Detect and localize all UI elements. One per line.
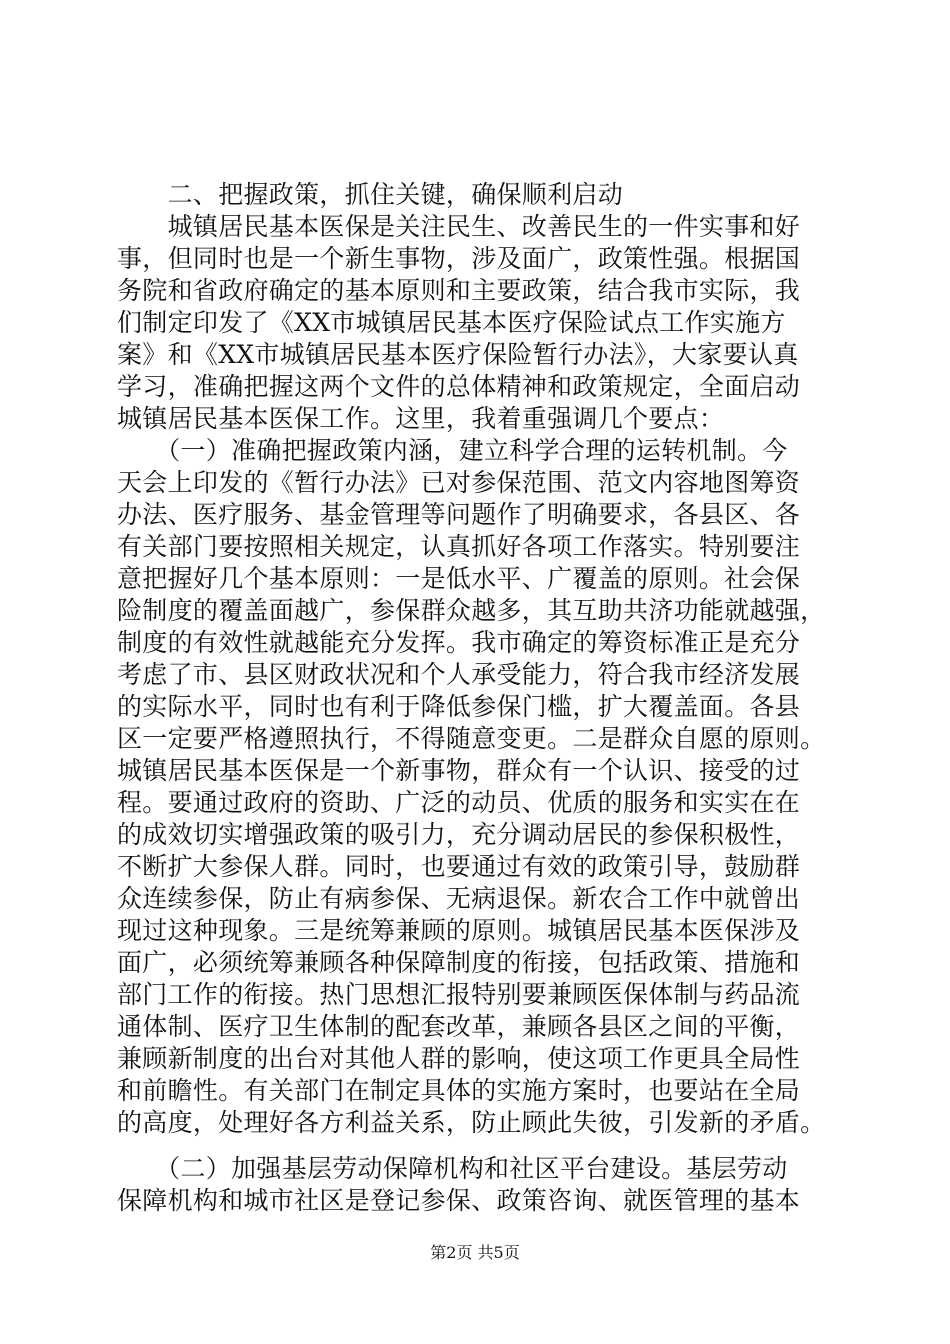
section-heading: 二、把握政策，抓住关键，确保顺利启动: [117, 180, 624, 209]
text-line: 程。要通过政府的资助、广泛的动员、优质的服务和实实在在: [117, 788, 801, 817]
text-line: 现过这种现象。三是统筹兼顾的原则。城镇居民基本医保涉及: [117, 916, 801, 945]
text-line: 学习，准确把握这两个文件的总体精神和政策规定，全面启动: [117, 372, 801, 401]
text-line: 案》和《XX市城镇居民基本医疗保险暂行办法》，大家要认真: [117, 340, 799, 369]
text-line: 的高度，处理好各方利益关系，防止顾此失彼，引发新的矛盾。: [117, 1108, 826, 1137]
text-line: 和前瞻性。有关部门在制定具体的实施方案时，也要站在全局: [117, 1076, 801, 1105]
text-line: 险制度的覆盖面越广，参保群众越多，其互助共济功能就越强，: [117, 596, 826, 625]
text-line: 考虑了市、县区财政状况和个人承受能力，符合我市经济发展: [117, 660, 801, 689]
text-line: （一）准确把握政策内涵，建立科学合理的运转机制。今: [117, 436, 788, 465]
text-line: 务院和省政府确定的基本原则和主要政策，结合我市实际，我: [117, 276, 801, 305]
text-line: 不断扩大参保人群。同时，也要通过有效的政策引导，鼓励群: [117, 852, 801, 881]
text-line: 区一定要严格遵照执行，不得随意变更。二是群众自愿的原则。: [117, 724, 826, 753]
text-line: 城镇居民基本医保是关注民生、改善民生的一件实事和好: [117, 212, 801, 241]
text-line: 有关部门要按照相关规定，认真抓好各项工作落实。特别要注: [117, 532, 801, 561]
text-line: 事，但同时也是一个新生事物，涉及面广，政策性强。根据国: [117, 244, 801, 273]
text-line: 的成效切实增强政策的吸引力，充分调动居民的参保积极性，: [117, 820, 801, 849]
page-number-footer: 第2页 共5页: [430, 1243, 520, 1262]
text-line: 们制定印发了《XX市城镇居民基本医疗保险试点工作实施方: [117, 308, 786, 337]
text-line: 众连续参保，防止有病参保、无病退保。新农合工作中就曾出: [117, 884, 801, 913]
text-line: 城镇居民基本医保工作。这里，我着重强调几个要点：: [117, 404, 725, 433]
text-line: 城镇居民基本医保是一个新事物，群众有一个认识、接受的过: [117, 756, 801, 785]
text-line: 天会上印发的《暂行办法》已对参保范围、范文内容地图筹资: [117, 468, 801, 497]
text-line: 办法、医疗服务、基金管理等问题作了明确要求，各县区、各: [117, 500, 801, 529]
text-line: 兼顾新制度的出台对其他人群的影响，使这项工作更具全局性: [117, 1044, 801, 1073]
text-line: 通体制、医疗卫生体制的配套改革，兼顾各县区之间的平衡，: [117, 1012, 801, 1041]
text-line: 面广，必须统筹兼顾各种保障制度的衔接，包括政策、措施和: [117, 948, 801, 977]
text-line: 制度的有效性就越能充分发挥。我市确定的筹资标准正是充分: [117, 628, 801, 657]
text-line: （二）加强基层劳动保障机构和社区平台建设。基层劳动: [117, 1154, 788, 1183]
text-line: 保障机构和城市社区是登记参保、政策咨询、就医管理的基本: [117, 1186, 801, 1215]
text-line: 的实际水平，同时也有利于降低参保门槛，扩大覆盖面。各县: [117, 692, 801, 721]
text-line: 意把握好几个基本原则：一是低水平、广覆盖的原则。社会保: [117, 564, 801, 593]
text-line: 部门工作的衔接。热门思想汇报特别要兼顾医保体制与药品流: [117, 980, 801, 1009]
